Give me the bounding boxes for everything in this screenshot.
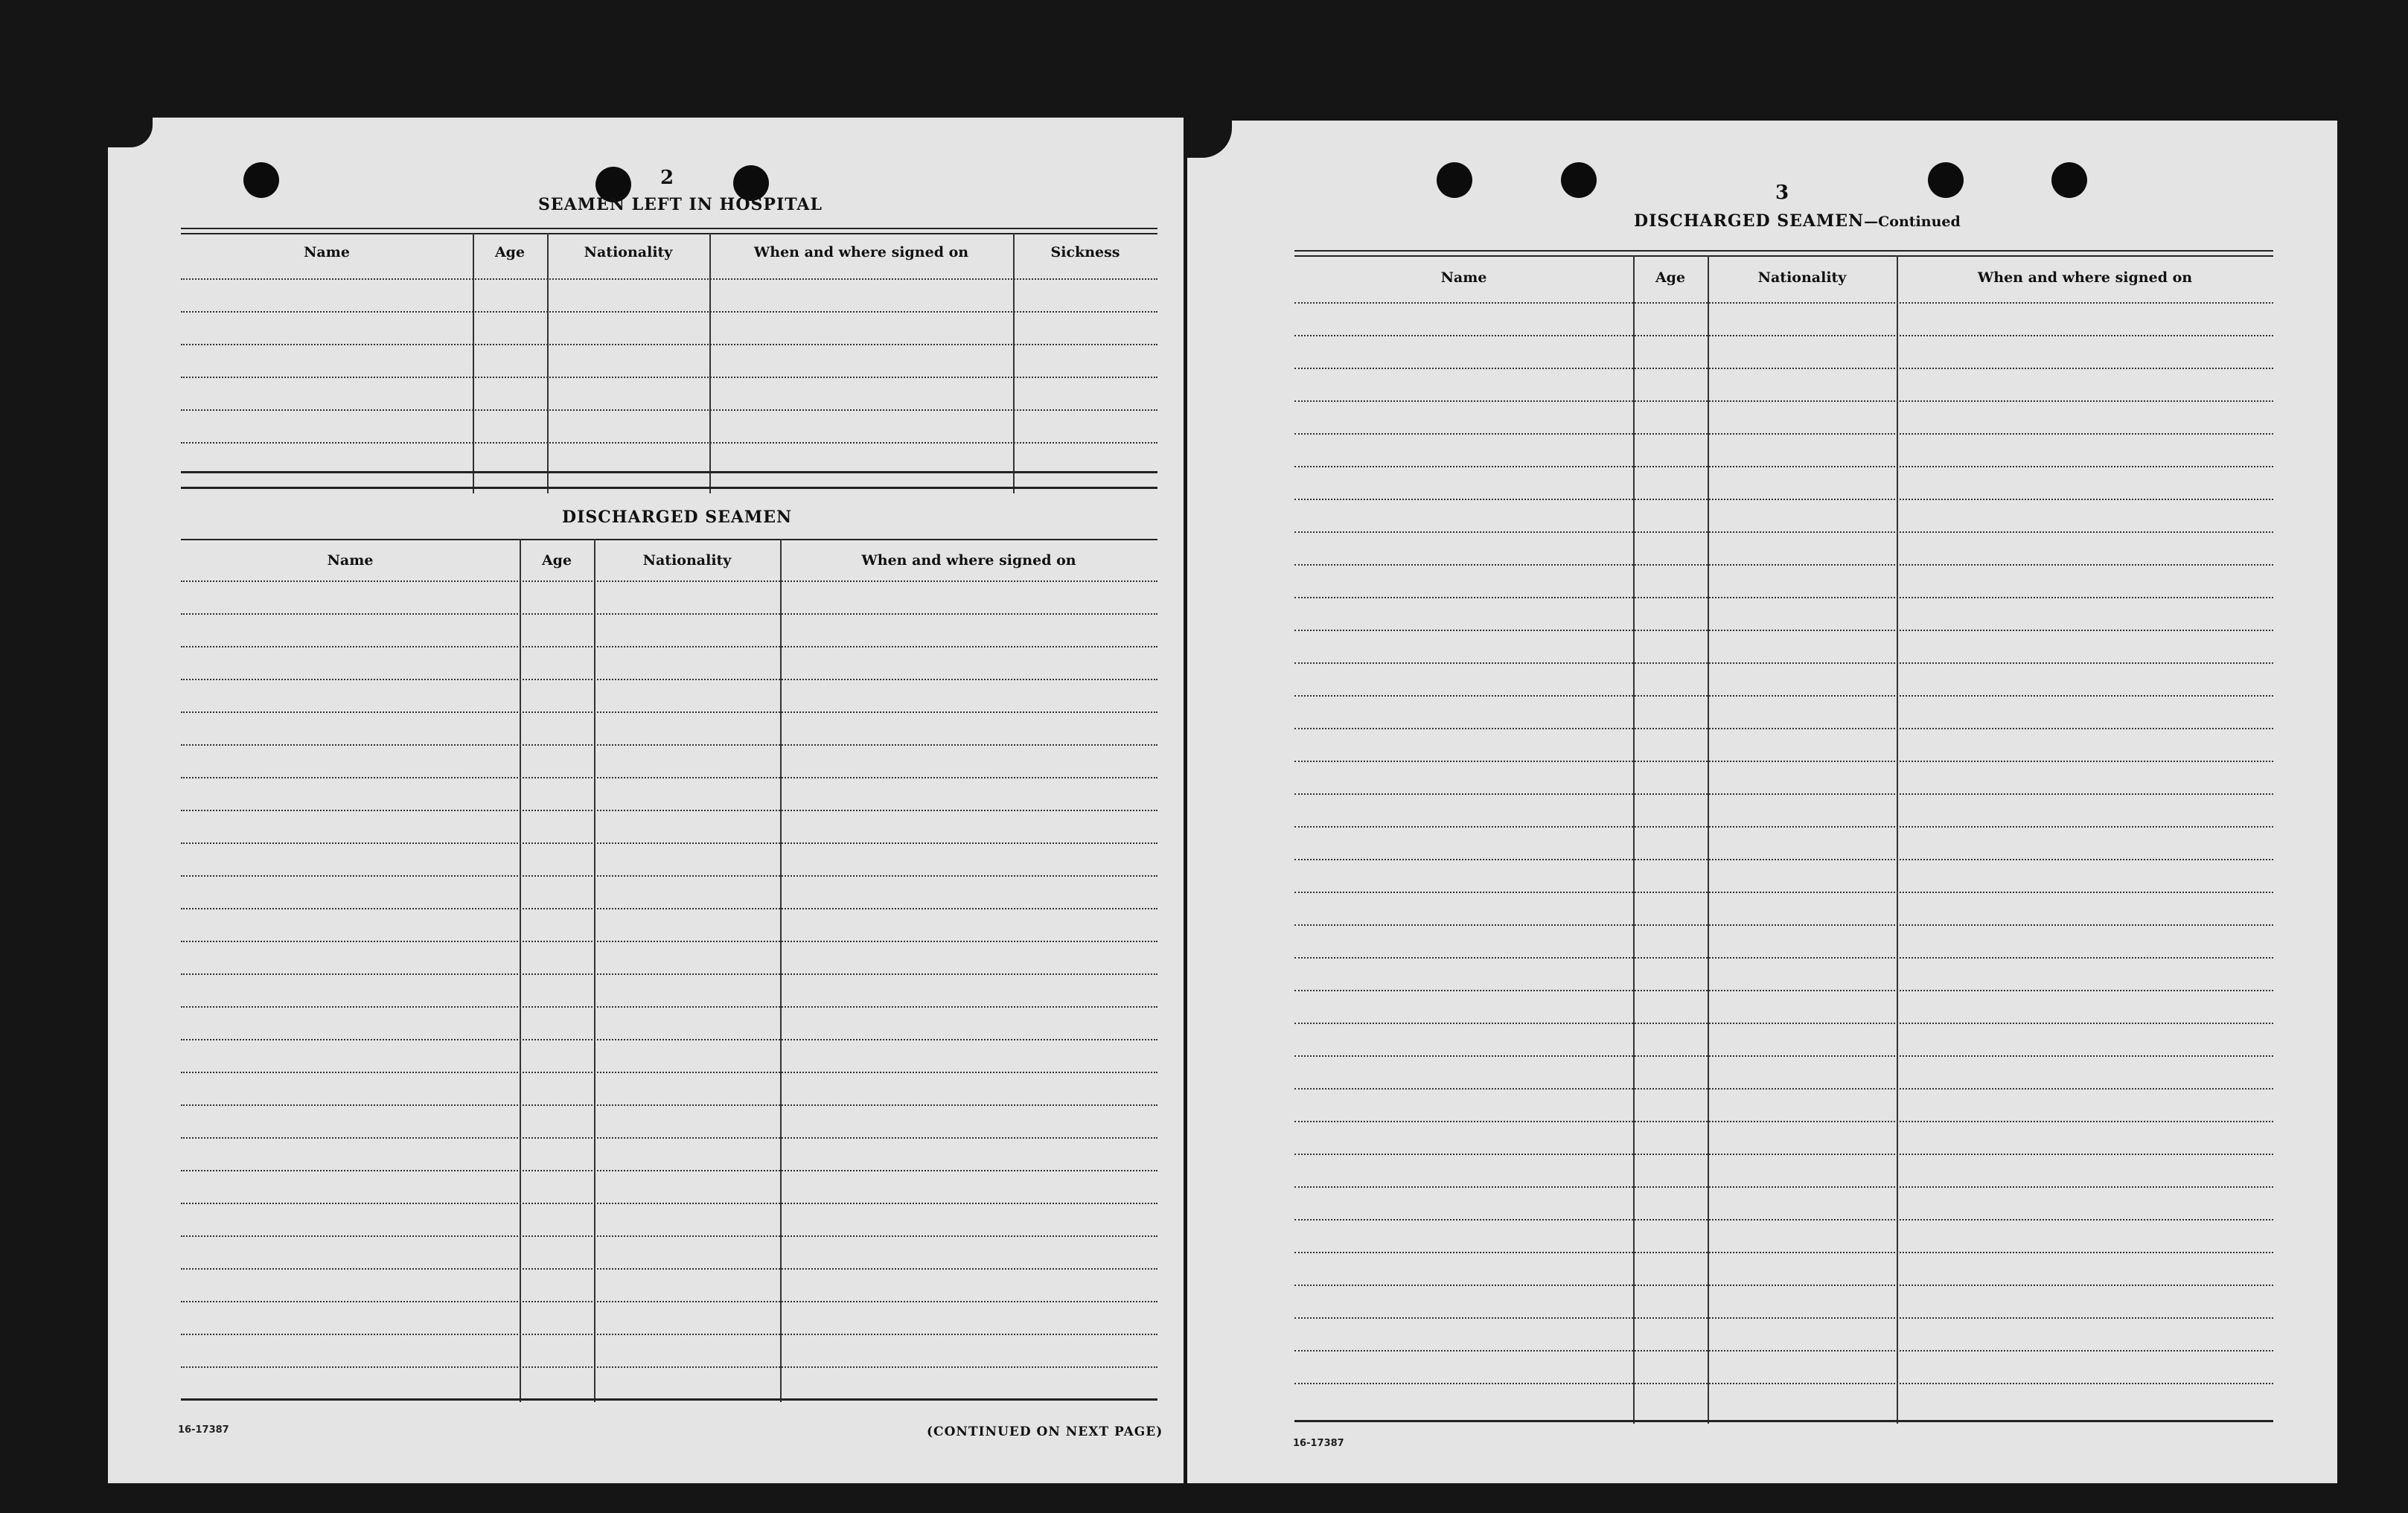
table-row[interactable] xyxy=(181,711,1157,713)
discharged-continued-title xyxy=(1634,211,1961,231)
table-row[interactable] xyxy=(1294,1317,2273,1319)
section-title-main: DISCHARGED SEAMEN xyxy=(1634,211,1865,231)
punch-hole xyxy=(1928,162,1964,198)
form-code: 16-17387 xyxy=(1293,1438,1344,1449)
table-row[interactable] xyxy=(1294,924,2273,926)
table-row[interactable] xyxy=(181,744,1157,746)
table-row[interactable] xyxy=(1294,1252,2273,1253)
table-row[interactable] xyxy=(1294,433,2273,435)
table-row[interactable] xyxy=(1294,1154,2273,1155)
table-row[interactable] xyxy=(181,941,1157,942)
column-header-nationality: Nationality xyxy=(584,244,673,260)
table-row[interactable] xyxy=(181,1203,1157,1204)
column-header-age: Age xyxy=(541,552,572,569)
table-row[interactable] xyxy=(181,1366,1157,1368)
section-title-suffix: —Continued xyxy=(1864,214,1961,230)
table-row[interactable] xyxy=(181,344,1157,345)
table-row[interactable] xyxy=(181,1301,1157,1302)
column-header-signed-on: When and where signed on xyxy=(861,552,1076,569)
table-row[interactable] xyxy=(1294,1383,2273,1384)
table-row[interactable] xyxy=(181,613,1157,615)
table-row[interactable] xyxy=(181,1268,1157,1270)
table-row[interactable] xyxy=(181,679,1157,680)
table-row[interactable] xyxy=(181,580,1157,582)
table-row[interactable] xyxy=(181,973,1157,975)
column-header-sickness: Sickness xyxy=(1050,244,1120,260)
table-row[interactable] xyxy=(181,875,1157,877)
table-row[interactable] xyxy=(1294,826,2273,828)
discharged-table xyxy=(181,539,1157,1424)
table-row[interactable] xyxy=(1294,1088,2273,1090)
page-number: 2 xyxy=(660,167,674,189)
column-header-nationality: Nationality xyxy=(642,552,732,569)
table-row[interactable] xyxy=(181,1170,1157,1171)
discharged-section-title: DISCHARGED SEAMEN xyxy=(562,508,793,527)
discharged-continued-table xyxy=(1294,250,2273,1483)
table-row[interactable] xyxy=(181,1039,1157,1040)
table-row[interactable] xyxy=(181,278,1157,280)
table-row[interactable] xyxy=(181,810,1157,811)
continued-note: (CONTINUED ON NEXT PAGE) xyxy=(927,1424,1163,1439)
table-row[interactable] xyxy=(1294,1121,2273,1122)
table-row[interactable] xyxy=(1294,400,2273,402)
table-row[interactable] xyxy=(1294,368,2273,369)
column-header-name: Name xyxy=(327,552,374,569)
table-row[interactable] xyxy=(1294,1350,2273,1352)
page-number: 3 xyxy=(1775,182,1789,204)
table-row[interactable] xyxy=(1294,466,2273,467)
table-row[interactable] xyxy=(181,646,1157,647)
table-row[interactable] xyxy=(181,842,1157,844)
table-row[interactable] xyxy=(1294,793,2273,795)
table-row[interactable] xyxy=(1294,1055,2273,1057)
table-row[interactable] xyxy=(1294,302,2273,304)
column-header-nationality: Nationality xyxy=(1757,269,1847,286)
punch-hole xyxy=(2051,162,2087,198)
left-page xyxy=(108,118,1184,1483)
table-row[interactable] xyxy=(181,1006,1157,1008)
table-row[interactable] xyxy=(1294,990,2273,991)
torn-corner xyxy=(108,118,153,147)
table-row[interactable] xyxy=(1294,1023,2273,1024)
table-row[interactable] xyxy=(181,1334,1157,1335)
column-header-age: Age xyxy=(1655,269,1686,286)
table-row[interactable] xyxy=(181,777,1157,778)
column-header-name: Name xyxy=(1440,269,1487,286)
hospital-table xyxy=(181,228,1157,497)
column-header-name: Name xyxy=(304,244,350,260)
punch-hole xyxy=(1561,162,1597,198)
table-row[interactable] xyxy=(181,1072,1157,1073)
column-header-signed-on: When and where signed on xyxy=(753,244,969,260)
column-header-signed-on: When and where signed on xyxy=(1977,269,2193,286)
table-row[interactable] xyxy=(1294,499,2273,500)
table-row[interactable] xyxy=(1294,630,2273,631)
table-row[interactable] xyxy=(181,311,1157,313)
table-row[interactable] xyxy=(181,409,1157,411)
table-row[interactable] xyxy=(181,1137,1157,1139)
table-row[interactable] xyxy=(1294,859,2273,860)
table-row[interactable] xyxy=(1294,662,2273,664)
punch-hole xyxy=(1437,162,1472,198)
table-row[interactable] xyxy=(1294,531,2273,533)
table-row[interactable] xyxy=(181,1104,1157,1106)
table-row[interactable] xyxy=(181,442,1157,444)
form-code: 16-17387 xyxy=(178,1424,229,1436)
table-row[interactable] xyxy=(181,908,1157,909)
table-row[interactable] xyxy=(1294,564,2273,566)
column-header-age: Age xyxy=(494,244,526,260)
table-row[interactable] xyxy=(1294,1285,2273,1286)
table-row[interactable] xyxy=(1294,1186,2273,1188)
table-row[interactable] xyxy=(181,1235,1157,1237)
table-row[interactable] xyxy=(1294,761,2273,762)
table-row[interactable] xyxy=(1294,892,2273,893)
table-row[interactable] xyxy=(1294,1219,2273,1221)
table-row[interactable] xyxy=(181,377,1157,378)
table-row[interactable] xyxy=(1294,957,2273,959)
table-row[interactable] xyxy=(1294,335,2273,336)
hospital-section-title: SEAMEN LEFT IN HOSPITAL xyxy=(538,195,823,214)
punch-hole xyxy=(243,162,279,198)
table-row[interactable] xyxy=(1294,597,2273,598)
table-row[interactable] xyxy=(1294,695,2273,697)
table-row[interactable] xyxy=(1294,728,2273,729)
right-page xyxy=(1187,121,2337,1483)
torn-corner xyxy=(1187,121,1232,158)
